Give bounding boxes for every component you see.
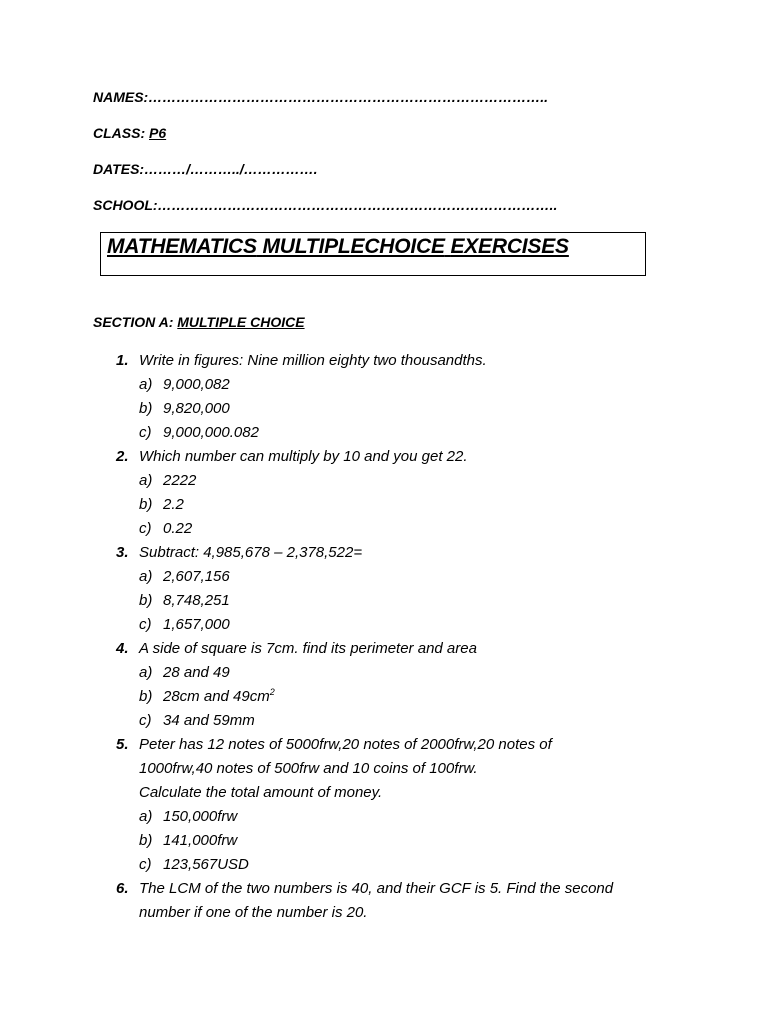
answer-option xyxy=(139,493,656,517)
section-name: MULTIPLE CHOICE xyxy=(177,314,305,330)
question-number: 2. xyxy=(116,448,129,465)
option-letter: b) xyxy=(139,496,153,513)
title-word-3: EXERCISES xyxy=(450,235,569,258)
question-3 xyxy=(116,541,656,637)
option-text: 8,748,251 xyxy=(163,592,230,609)
option-text: 2.2 xyxy=(163,496,184,513)
option-text: 9,820,000 xyxy=(163,400,230,417)
option-text: 2,607,156 xyxy=(163,568,230,585)
answer-option xyxy=(139,397,656,421)
question-text: 1000frw,40 notes of 500frw and 10 coins of 100frw. xyxy=(139,760,478,777)
question-text: The LCM of the two numbers is 40, and their GCF is 5. Find the second xyxy=(139,880,614,897)
option-text: 9,000,082 xyxy=(163,376,230,393)
question-2 xyxy=(116,445,656,541)
title-word-2: MULTIPLECHOICE xyxy=(262,235,445,258)
answer-option xyxy=(139,709,656,733)
option-letter: a) xyxy=(139,568,153,585)
answer-option xyxy=(139,589,656,613)
answer-option xyxy=(139,565,656,589)
option-letter: a) xyxy=(139,376,153,393)
option-superscript: 2 xyxy=(269,687,275,697)
class-line xyxy=(93,125,166,141)
question-text: Subtract: 4,985,678 – 2,378,522= xyxy=(139,544,363,561)
section-heading xyxy=(93,314,305,330)
answer-option xyxy=(139,517,656,541)
option-text: 123,567USD xyxy=(163,856,249,873)
option-text: 1,657,000 xyxy=(163,616,230,633)
option-letter: b) xyxy=(139,688,153,705)
question-text: A side of square is 7cm. find its perimeter and area xyxy=(139,640,477,657)
question-text: number if one of the number is 20. xyxy=(139,904,368,921)
answer-option xyxy=(139,469,656,493)
option-text: 9,000,000.082 xyxy=(163,424,259,441)
option-letter: b) xyxy=(139,400,153,417)
question-number: 3. xyxy=(116,544,129,561)
question-text: Which number can multiply by 10 and you get 22. xyxy=(139,448,468,465)
answer-option xyxy=(139,661,656,685)
question-number: 6. xyxy=(116,880,129,897)
question-number: 5. xyxy=(116,736,129,753)
class-value: P6 xyxy=(149,125,167,141)
option-text: 0.22 xyxy=(163,520,193,537)
answer-option xyxy=(139,829,656,853)
option-letter: c) xyxy=(139,616,152,633)
question-6 xyxy=(116,877,656,925)
option-text: 141,000frw xyxy=(163,832,238,849)
option-text: 28 and 49 xyxy=(163,664,230,681)
question-list xyxy=(116,349,656,925)
option-text: 2222 xyxy=(163,472,197,489)
option-text: 150,000frw xyxy=(163,808,238,825)
question-number: 4. xyxy=(116,640,129,657)
option-letter: c) xyxy=(139,856,152,873)
option-letter: c) xyxy=(139,712,152,729)
answer-option xyxy=(139,853,656,877)
question-5 xyxy=(116,733,656,877)
option-letter: c) xyxy=(139,424,152,441)
option-letter: a) xyxy=(139,808,153,825)
answer-option xyxy=(139,685,656,709)
answer-option xyxy=(139,373,656,397)
answer-option xyxy=(139,421,656,445)
option-letter: a) xyxy=(139,664,153,681)
title-box xyxy=(100,232,646,276)
school-line: SCHOOL:………………………………………………………………………….. xyxy=(93,197,558,213)
dates-line: DATES:………/………../……………. xyxy=(93,161,318,177)
question-4 xyxy=(116,637,656,733)
option-text: 34 and 59mm xyxy=(163,712,255,729)
option-letter: b) xyxy=(139,832,153,849)
option-letter: c) xyxy=(139,520,152,537)
question-text: Calculate the total amount of money. xyxy=(139,784,383,801)
question-number: 1. xyxy=(116,352,129,369)
names-line: NAMES:………………………………………………………………………….. xyxy=(93,89,548,105)
question-text: Write in figures: Nine million eighty two thousandths. xyxy=(139,352,487,369)
option-letter: a) xyxy=(139,472,153,489)
answer-option xyxy=(139,613,656,637)
section-label: SECTION A: xyxy=(93,314,174,330)
title-word-1: MATHEMATICS xyxy=(107,235,257,258)
question-1 xyxy=(116,349,656,445)
page-title xyxy=(107,235,569,259)
answer-option xyxy=(139,805,656,829)
option-text: 28cm and 49cm xyxy=(163,688,270,705)
question-text: Peter has 12 notes of 5000frw,20 notes of 2000frw,20 notes of xyxy=(139,736,552,753)
option-letter: b) xyxy=(139,592,153,609)
class-label: CLASS: xyxy=(93,125,146,141)
